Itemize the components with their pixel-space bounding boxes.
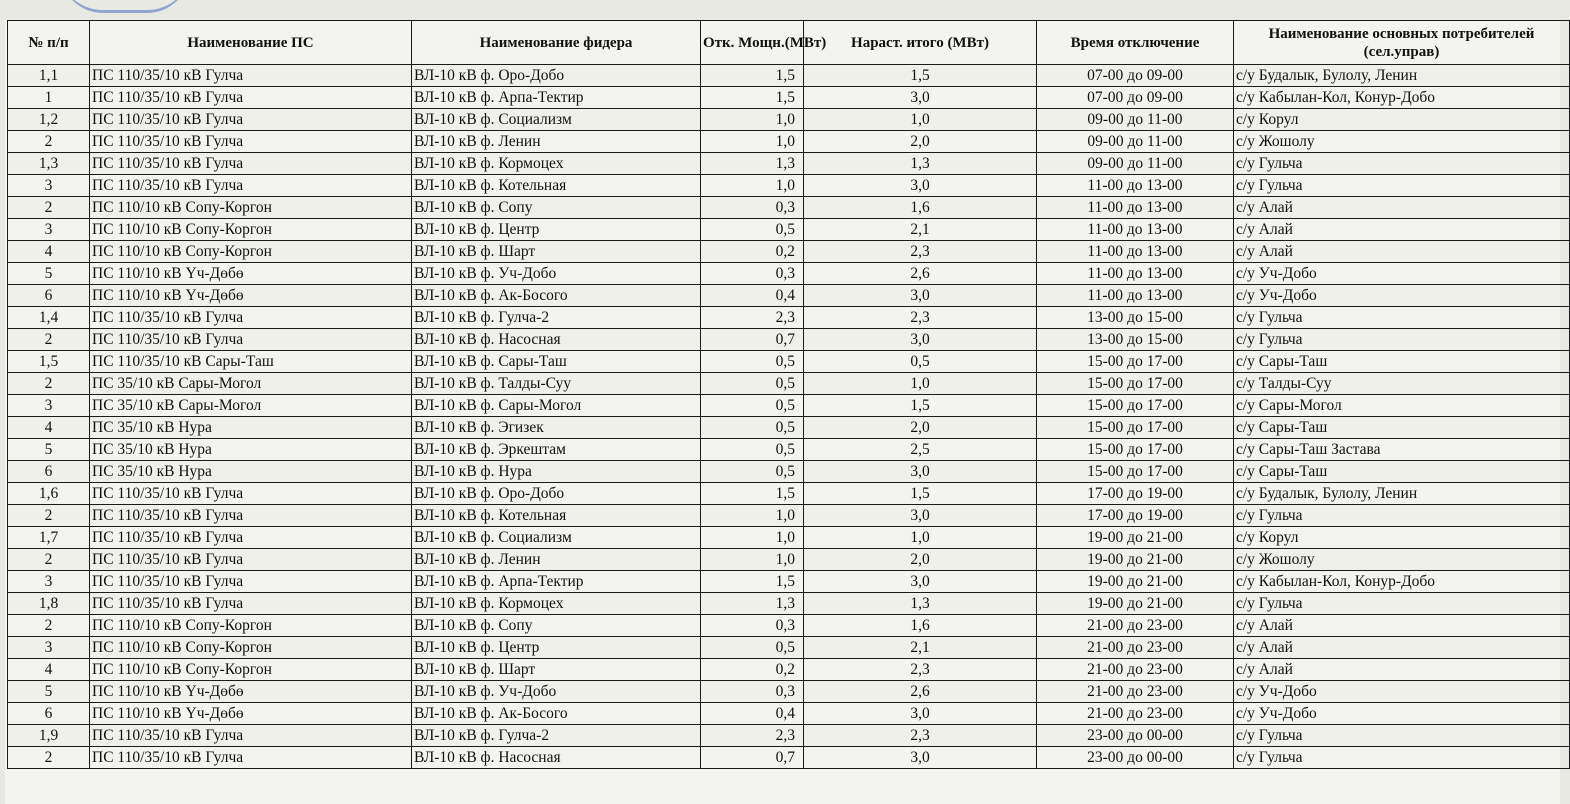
table-row [8, 131, 1570, 153]
cell-consumers: с/у Сары-Таш [1234, 351, 1570, 373]
table-row [8, 241, 1570, 263]
cell-substation-name: ПС 110/35/10 кВ Гулча [90, 329, 412, 351]
cell-row-number: 2 [8, 131, 90, 153]
cell-disconnect-power: 0,5 [701, 219, 804, 241]
cell-cumulative-total: 1,5 [804, 65, 1037, 87]
table-row [8, 373, 1570, 395]
header-ps: Наименование ПС [90, 21, 412, 65]
table-row [8, 703, 1570, 725]
table-row [8, 483, 1570, 505]
cell-row-number: 2 [8, 549, 90, 571]
cell-consumers: с/у Алай [1234, 219, 1570, 241]
cell-substation-name: ПС 110/10 кВ Үч-Дөбө [90, 681, 412, 703]
cell-cumulative-total: 1,0 [804, 527, 1037, 549]
cell-substation-name: ПС 110/10 кВ Сопу-Коргон [90, 637, 412, 659]
cell-substation-name: ПС 110/10 кВ Сопу-Коргон [90, 659, 412, 681]
cell-row-number: 1,3 [8, 153, 90, 175]
cell-outage-time: 15-00 до 17-00 [1037, 461, 1234, 483]
cell-cumulative-total: 3,0 [804, 703, 1037, 725]
cell-cumulative-total: 1,0 [804, 373, 1037, 395]
cell-cumulative-total: 2,3 [804, 307, 1037, 329]
cell-consumers: с/у Будалык, Булолу, Ленин [1234, 483, 1570, 505]
cell-disconnect-power: 0,5 [701, 461, 804, 483]
cell-disconnect-power: 0,3 [701, 615, 804, 637]
cell-feeder-name: ВЛ-10 кВ ф. Арпа-Тектир [412, 87, 701, 109]
cell-cumulative-total: 0,5 [804, 351, 1037, 373]
cell-outage-time: 11-00 до 13-00 [1037, 175, 1234, 197]
cell-feeder-name: ВЛ-10 кВ ф. Сопу [412, 615, 701, 637]
cell-disconnect-power: 0,4 [701, 703, 804, 725]
header-total: Нараст. итого (МВт) [804, 21, 1037, 65]
cell-row-number: 5 [8, 439, 90, 461]
table-row [8, 593, 1570, 615]
table-row [8, 571, 1570, 593]
cell-outage-time: 11-00 до 13-00 [1037, 263, 1234, 285]
document-sheet [5, 20, 1560, 804]
cell-substation-name: ПС 110/35/10 кВ Гулча [90, 593, 412, 615]
cell-feeder-name: ВЛ-10 кВ ф. Уч-Добо [412, 681, 701, 703]
cell-outage-time: 23-00 до 00-00 [1037, 747, 1234, 769]
cell-disconnect-power: 0,2 [701, 241, 804, 263]
cell-consumers: с/у Сары-Таш [1234, 461, 1570, 483]
cell-cumulative-total: 3,0 [804, 505, 1037, 527]
cell-outage-time: 21-00 до 23-00 [1037, 659, 1234, 681]
cell-substation-name: ПС 110/35/10 кВ Гулча [90, 131, 412, 153]
cell-consumers: с/у Корул [1234, 527, 1570, 549]
table-row [8, 417, 1570, 439]
cell-outage-time: 15-00 до 17-00 [1037, 373, 1234, 395]
table-header-row [8, 21, 1570, 65]
cell-outage-time: 13-00 до 15-00 [1037, 329, 1234, 351]
cell-substation-name: ПС 110/10 кВ Сопу-Коргон [90, 241, 412, 263]
header-time: Время отключение [1037, 21, 1234, 65]
cell-outage-time: 09-00 до 11-00 [1037, 153, 1234, 175]
cell-substation-name: ПС 110/35/10 кВ Гулча [90, 307, 412, 329]
cell-consumers: с/у Гульча [1234, 593, 1570, 615]
table-row [8, 65, 1570, 87]
cell-row-number: 2 [8, 329, 90, 351]
table-row [8, 681, 1570, 703]
cell-feeder-name: ВЛ-10 кВ ф. Сары-Могол [412, 395, 701, 417]
cell-outage-time: 15-00 до 17-00 [1037, 417, 1234, 439]
cell-feeder-name: ВЛ-10 кВ ф. Ак-Босого [412, 703, 701, 725]
table-row [8, 439, 1570, 461]
table-row [8, 285, 1570, 307]
cell-outage-time: 17-00 до 19-00 [1037, 483, 1234, 505]
cell-feeder-name: ВЛ-10 кВ ф. Шарт [412, 241, 701, 263]
cell-outage-time: 15-00 до 17-00 [1037, 351, 1234, 373]
cell-row-number: 6 [8, 285, 90, 307]
cell-consumers: с/у Уч-Добо [1234, 263, 1570, 285]
header-power: Отк. Мощн.(МВт) [701, 21, 804, 65]
table-body [8, 65, 1570, 769]
cell-disconnect-power: 0,5 [701, 637, 804, 659]
cell-consumers: с/у Гульча [1234, 505, 1570, 527]
cell-cumulative-total: 3,0 [804, 285, 1037, 307]
cell-feeder-name: ВЛ-10 кВ ф. Арпа-Тектир [412, 571, 701, 593]
cell-feeder-name: ВЛ-10 кВ ф. Талды-Суу [412, 373, 701, 395]
cell-outage-time: 19-00 до 21-00 [1037, 571, 1234, 593]
cell-cumulative-total: 2,0 [804, 417, 1037, 439]
cell-outage-time: 23-00 до 00-00 [1037, 725, 1234, 747]
table-row [8, 351, 1570, 373]
cell-row-number: 3 [8, 637, 90, 659]
cell-cumulative-total: 2,0 [804, 131, 1037, 153]
cell-substation-name: ПС 110/10 кВ Үч-Дөбө [90, 703, 412, 725]
cell-substation-name: ПС 110/35/10 кВ Гулча [90, 153, 412, 175]
cell-disconnect-power: 1,0 [701, 505, 804, 527]
cell-disconnect-power: 0,4 [701, 285, 804, 307]
cell-feeder-name: ВЛ-10 кВ ф. Ленин [412, 131, 701, 153]
cell-cumulative-total: 1,5 [804, 483, 1037, 505]
cell-substation-name: ПС 110/35/10 кВ Гулча [90, 483, 412, 505]
cell-disconnect-power: 0,7 [701, 329, 804, 351]
cell-feeder-name: ВЛ-10 кВ ф. Нура [412, 461, 701, 483]
cell-disconnect-power: 0,3 [701, 197, 804, 219]
cell-feeder-name: ВЛ-10 кВ ф. Кормоцех [412, 153, 701, 175]
cell-row-number: 1,1 [8, 65, 90, 87]
cell-cumulative-total: 2,0 [804, 549, 1037, 571]
cell-disconnect-power: 0,3 [701, 681, 804, 703]
cell-row-number: 2 [8, 505, 90, 527]
cell-feeder-name: ВЛ-10 кВ ф. Ленин [412, 549, 701, 571]
cell-cumulative-total: 1,6 [804, 197, 1037, 219]
cell-feeder-name: ВЛ-10 кВ ф. Оро-Добо [412, 65, 701, 87]
cell-disconnect-power: 1,0 [701, 527, 804, 549]
cell-row-number: 3 [8, 219, 90, 241]
cell-disconnect-power: 2,3 [701, 307, 804, 329]
cell-feeder-name: ВЛ-10 кВ ф. Гулча-2 [412, 307, 701, 329]
cell-substation-name: ПС 35/10 кВ Сары-Могол [90, 395, 412, 417]
cell-disconnect-power: 1,5 [701, 571, 804, 593]
cell-consumers: с/у Алай [1234, 637, 1570, 659]
header-consumers: Наименование основных потребителей (сел.управ) [1234, 21, 1570, 65]
cell-outage-time: 21-00 до 23-00 [1037, 615, 1234, 637]
cell-substation-name: ПС 110/35/10 кВ Гулча [90, 527, 412, 549]
cell-row-number: 5 [8, 263, 90, 285]
cell-feeder-name: ВЛ-10 кВ ф. Эркештам [412, 439, 701, 461]
cell-consumers: с/у Гульча [1234, 329, 1570, 351]
table-row [8, 395, 1570, 417]
cell-substation-name: ПС 110/35/10 кВ Сары-Таш [90, 351, 412, 373]
cell-disconnect-power: 1,5 [701, 65, 804, 87]
cell-feeder-name: ВЛ-10 кВ ф. Социализм [412, 527, 701, 549]
cell-feeder-name: ВЛ-10 кВ ф. Сопу [412, 197, 701, 219]
table-row [8, 549, 1570, 571]
cell-disconnect-power: 0,5 [701, 373, 804, 395]
cell-feeder-name: ВЛ-10 кВ ф. Уч-Добо [412, 263, 701, 285]
cell-consumers: с/у Сары-Могол [1234, 395, 1570, 417]
cell-cumulative-total: 3,0 [804, 747, 1037, 769]
cell-row-number: 1,6 [8, 483, 90, 505]
cell-cumulative-total: 3,0 [804, 461, 1037, 483]
cell-consumers: с/у Гульча [1234, 307, 1570, 329]
cell-disconnect-power: 0,5 [701, 417, 804, 439]
cell-row-number: 3 [8, 571, 90, 593]
cell-outage-time: 11-00 до 13-00 [1037, 285, 1234, 307]
cell-feeder-name: ВЛ-10 кВ ф. Гулча-2 [412, 725, 701, 747]
cell-outage-time: 15-00 до 17-00 [1037, 395, 1234, 417]
cell-outage-time: 19-00 до 21-00 [1037, 593, 1234, 615]
cell-consumers: с/у Гульча [1234, 747, 1570, 769]
cell-feeder-name: ВЛ-10 кВ ф. Кормоцех [412, 593, 701, 615]
cell-disconnect-power: 1,0 [701, 549, 804, 571]
cell-feeder-name: ВЛ-10 кВ ф. Котельная [412, 175, 701, 197]
cell-cumulative-total: 2,5 [804, 439, 1037, 461]
table-row [8, 747, 1570, 769]
cell-row-number: 5 [8, 681, 90, 703]
cell-feeder-name: ВЛ-10 кВ ф. Насосная [412, 329, 701, 351]
cell-cumulative-total: 2,1 [804, 637, 1037, 659]
cell-disconnect-power: 2,3 [701, 725, 804, 747]
cell-row-number: 2 [8, 615, 90, 637]
cell-substation-name: ПС 110/35/10 кВ Гулча [90, 549, 412, 571]
cell-outage-time: 09-00 до 11-00 [1037, 109, 1234, 131]
cell-disconnect-power: 1,5 [701, 87, 804, 109]
cell-row-number: 1,7 [8, 527, 90, 549]
cell-feeder-name: ВЛ-10 кВ ф. Шарт [412, 659, 701, 681]
cell-cumulative-total: 1,3 [804, 153, 1037, 175]
cell-consumers: с/у Жошолу [1234, 131, 1570, 153]
cell-cumulative-total: 2,3 [804, 241, 1037, 263]
cell-cumulative-total: 1,3 [804, 593, 1037, 615]
cell-row-number: 2 [8, 373, 90, 395]
cell-feeder-name: ВЛ-10 кВ ф. Сары-Таш [412, 351, 701, 373]
table-row [8, 87, 1570, 109]
cell-row-number: 3 [8, 175, 90, 197]
outage-schedule-table [7, 20, 1570, 769]
cell-disconnect-power: 0,5 [701, 351, 804, 373]
cell-cumulative-total: 1,5 [804, 395, 1037, 417]
cell-row-number: 1,2 [8, 109, 90, 131]
cell-disconnect-power: 1,0 [701, 175, 804, 197]
cell-substation-name: ПС 35/10 кВ Нура [90, 417, 412, 439]
cell-row-number: 4 [8, 659, 90, 681]
cell-outage-time: 09-00 до 11-00 [1037, 131, 1234, 153]
cell-consumers: с/у Гульча [1234, 175, 1570, 197]
table-row [8, 329, 1570, 351]
cell-consumers: с/у Сары-Таш Застава [1234, 439, 1570, 461]
cell-outage-time: 07-00 до 09-00 [1037, 65, 1234, 87]
cell-consumers: с/у Уч-Добо [1234, 703, 1570, 725]
cell-cumulative-total: 1,0 [804, 109, 1037, 131]
cell-outage-time: 21-00 до 23-00 [1037, 681, 1234, 703]
cell-disconnect-power: 0,5 [701, 395, 804, 417]
cell-row-number: 6 [8, 461, 90, 483]
cell-outage-time: 19-00 до 21-00 [1037, 549, 1234, 571]
cell-disconnect-power: 0,3 [701, 263, 804, 285]
cell-outage-time: 13-00 до 15-00 [1037, 307, 1234, 329]
cell-substation-name: ПС 35/10 кВ Сары-Могол [90, 373, 412, 395]
cell-feeder-name: ВЛ-10 кВ ф. Центр [412, 637, 701, 659]
cell-cumulative-total: 2,3 [804, 725, 1037, 747]
cell-disconnect-power: 1,0 [701, 109, 804, 131]
cell-cumulative-total: 2,1 [804, 219, 1037, 241]
table-row [8, 637, 1570, 659]
cell-row-number: 6 [8, 703, 90, 725]
table-row [8, 615, 1570, 637]
cell-substation-name: ПС 110/10 кВ Сопу-Коргон [90, 219, 412, 241]
cell-consumers: с/у Сары-Таш [1234, 417, 1570, 439]
cell-cumulative-total: 1,6 [804, 615, 1037, 637]
cell-cumulative-total: 2,6 [804, 681, 1037, 703]
cell-cumulative-total: 3,0 [804, 87, 1037, 109]
cell-consumers: с/у Алай [1234, 615, 1570, 637]
cell-row-number: 3 [8, 395, 90, 417]
cell-outage-time: 11-00 до 13-00 [1037, 241, 1234, 263]
cell-consumers: с/у Алай [1234, 241, 1570, 263]
cell-consumers: с/у Алай [1234, 197, 1570, 219]
cell-substation-name: ПС 110/10 кВ Сопу-Коргон [90, 197, 412, 219]
cell-substation-name: ПС 110/35/10 кВ Гулча [90, 87, 412, 109]
cell-consumers: с/у Жошолу [1234, 549, 1570, 571]
table-row [8, 505, 1570, 527]
cell-row-number: 2 [8, 197, 90, 219]
header-feeder: Наименование фидера [412, 21, 701, 65]
table-row [8, 659, 1570, 681]
cell-row-number: 4 [8, 417, 90, 439]
cell-row-number: 2 [8, 747, 90, 769]
cell-substation-name: ПС 110/35/10 кВ Гулча [90, 571, 412, 593]
cell-feeder-name: ВЛ-10 кВ ф. Насосная [412, 747, 701, 769]
cell-row-number: 1 [8, 87, 90, 109]
table-row [8, 197, 1570, 219]
cell-consumers: с/у Уч-Добо [1234, 285, 1570, 307]
cell-disconnect-power: 0,7 [701, 747, 804, 769]
cell-substation-name: ПС 110/10 кВ Сопу-Коргон [90, 615, 412, 637]
cell-row-number: 1,5 [8, 351, 90, 373]
cell-substation-name: ПС 110/35/10 кВ Гулча [90, 725, 412, 747]
cell-feeder-name: ВЛ-10 кВ ф. Социализм [412, 109, 701, 131]
cell-row-number: 1,8 [8, 593, 90, 615]
cell-feeder-name: ВЛ-10 кВ ф. Центр [412, 219, 701, 241]
table-row [8, 109, 1570, 131]
cell-outage-time: 07-00 до 09-00 [1037, 87, 1234, 109]
cell-row-number: 1,9 [8, 725, 90, 747]
cell-outage-time: 21-00 до 23-00 [1037, 637, 1234, 659]
cell-outage-time: 15-00 до 17-00 [1037, 439, 1234, 461]
cell-substation-name: ПС 110/35/10 кВ Гулча [90, 175, 412, 197]
table-row [8, 527, 1570, 549]
cell-cumulative-total: 2,6 [804, 263, 1037, 285]
header-num: № п/п [8, 21, 90, 65]
cell-cumulative-total: 2,3 [804, 659, 1037, 681]
cell-outage-time: 21-00 до 23-00 [1037, 703, 1234, 725]
cell-consumers: с/у Гульча [1234, 153, 1570, 175]
cell-consumers: с/у Будалык, Булолу, Ленин [1234, 65, 1570, 87]
cell-consumers: с/у Алай [1234, 659, 1570, 681]
cell-feeder-name: ВЛ-10 кВ ф. Котельная [412, 505, 701, 527]
cell-cumulative-total: 3,0 [804, 329, 1037, 351]
cell-disconnect-power: 1,0 [701, 131, 804, 153]
cell-substation-name: ПС 35/10 кВ Нура [90, 461, 412, 483]
cell-row-number: 1,4 [8, 307, 90, 329]
cell-feeder-name: ВЛ-10 кВ ф. Ак-Босого [412, 285, 701, 307]
cell-substation-name: ПС 110/10 кВ Үч-Дөбө [90, 263, 412, 285]
cell-disconnect-power: 1,3 [701, 593, 804, 615]
cell-consumers: с/у Кабылан-Кол, Конур-Добо [1234, 571, 1570, 593]
cell-substation-name: ПС 110/35/10 кВ Гулча [90, 747, 412, 769]
cell-cumulative-total: 3,0 [804, 175, 1037, 197]
table-row [8, 219, 1570, 241]
table-row [8, 175, 1570, 197]
cell-outage-time: 17-00 до 19-00 [1037, 505, 1234, 527]
table-row [8, 263, 1570, 285]
cell-substation-name: ПС 110/35/10 кВ Гулча [90, 109, 412, 131]
cell-outage-time: 11-00 до 13-00 [1037, 197, 1234, 219]
cell-substation-name: ПС 110/35/10 кВ Гулча [90, 505, 412, 527]
cell-disconnect-power: 1,3 [701, 153, 804, 175]
table-row [8, 461, 1570, 483]
cell-substation-name: ПС 110/10 кВ Үч-Дөбө [90, 285, 412, 307]
cell-substation-name: ПС 110/35/10 кВ Гулча [90, 65, 412, 87]
cell-outage-time: 11-00 до 13-00 [1037, 219, 1234, 241]
cell-cumulative-total: 3,0 [804, 571, 1037, 593]
cell-substation-name: ПС 35/10 кВ Нура [90, 439, 412, 461]
table-row [8, 153, 1570, 175]
stamp-seal [60, 0, 190, 13]
table-row [8, 307, 1570, 329]
cell-consumers: с/у Талды-Суу [1234, 373, 1570, 395]
cell-feeder-name: ВЛ-10 кВ ф. Оро-Добо [412, 483, 701, 505]
cell-disconnect-power: 0,5 [701, 439, 804, 461]
cell-consumers: с/у Гульча [1234, 725, 1570, 747]
cell-outage-time: 19-00 до 21-00 [1037, 527, 1234, 549]
table-row [8, 725, 1570, 747]
cell-row-number: 4 [8, 241, 90, 263]
cell-disconnect-power: 0,2 [701, 659, 804, 681]
cell-consumers: с/у Корул [1234, 109, 1570, 131]
cell-consumers: с/у Уч-Добо [1234, 681, 1570, 703]
cell-disconnect-power: 1,5 [701, 483, 804, 505]
cell-feeder-name: ВЛ-10 кВ ф. Эгизек [412, 417, 701, 439]
cell-consumers: с/у Кабылан-Кол, Конур-Добо [1234, 87, 1570, 109]
